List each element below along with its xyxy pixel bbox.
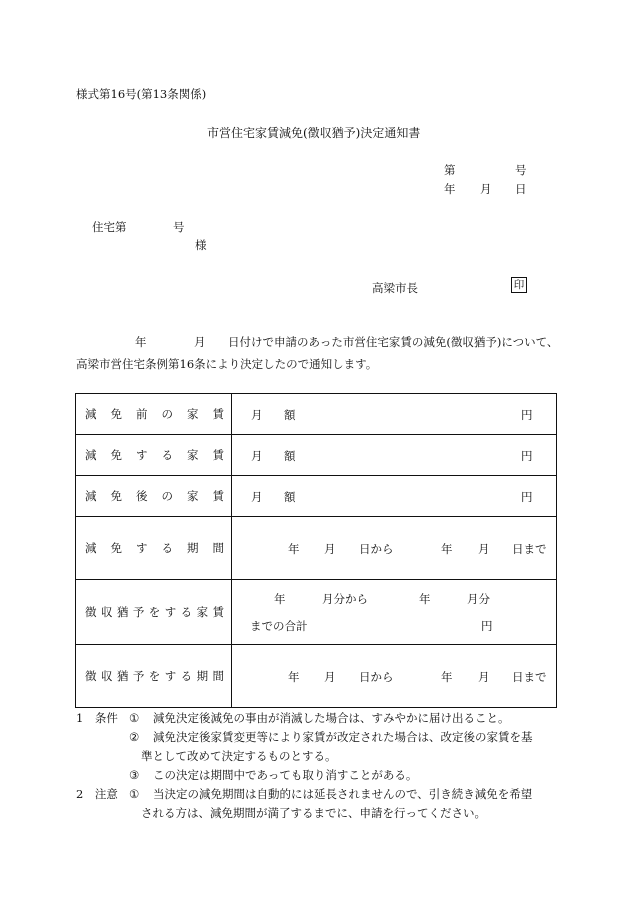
note-text: 減免決定後家賃変更等により家賃が改定された場合は、改定後の家賃を基: [153, 730, 533, 744]
from-year: 年: [288, 670, 300, 684]
to-month: 月: [478, 542, 490, 556]
label-char: 予: [132, 669, 145, 683]
address-suffix: 号: [173, 220, 185, 234]
recipient-honorific: 様: [195, 238, 207, 252]
table-row: [76, 435, 557, 476]
label-char: 免: [110, 489, 122, 503]
note-text-cont: 準として改めて決定するものとする。: [141, 749, 337, 763]
note-text: 減免決定後減免の事由が消滅した場合は、すみやかに届け出ること。: [153, 711, 510, 725]
row-label: [76, 604, 231, 620]
label-char: 減: [85, 541, 97, 555]
row-label-cell: [76, 645, 232, 708]
notice-body: [76, 331, 559, 375]
label-char: 免: [110, 448, 122, 462]
defer-from-year: 年: [274, 592, 286, 606]
date-year: 年: [444, 182, 456, 196]
note-text: 当決定の減免期間は自動的には延長されませんので、引き続き減免を希望: [153, 787, 533, 801]
yen-unit: 円: [521, 449, 533, 463]
issuer-title: 高梁市長: [372, 281, 418, 295]
decision-table: [75, 393, 557, 708]
from-day: 日から: [359, 542, 394, 556]
number-dai: 第: [444, 163, 456, 177]
label-char: 家: [187, 407, 199, 421]
form-number: 様式第16号(第13条関係): [76, 87, 207, 101]
note-mark: ①: [129, 787, 140, 801]
label-char: る: [161, 448, 173, 462]
label-char: 期: [196, 669, 209, 683]
recipient-address: [92, 219, 185, 235]
note-heading: 1 条件: [76, 711, 118, 725]
row-value-cell: [232, 517, 557, 580]
row-label-cell: [76, 517, 232, 580]
label-char: 前: [136, 407, 148, 421]
table-row: [76, 476, 557, 517]
total-label: までの合計: [250, 619, 308, 633]
label-char: 賃: [212, 448, 224, 462]
note-mark: ①: [129, 711, 140, 725]
to-day: 日まで: [512, 670, 547, 684]
yen-unit: 円: [521, 490, 533, 504]
row-value-cell: [232, 476, 557, 517]
row-label-cell: [76, 476, 232, 517]
label-char: 間: [212, 541, 224, 555]
label-char: 後: [136, 489, 148, 503]
label-char: 猶: [116, 605, 129, 619]
note-text: この決定は期間中であっても取り消すことがある。: [153, 768, 418, 782]
label-char: 予: [132, 605, 145, 619]
body-rest: 日付けで申請のあった市営住宅家賃の減免(徴収猶予)について、: [228, 335, 559, 349]
note-heading: 2 注意: [76, 787, 118, 801]
label-char: 徴: [85, 605, 97, 619]
table-row: [76, 517, 557, 580]
body-line-2: 高梁市営住宅条例第16条により決定したので通知します。: [76, 357, 378, 371]
amount-char: 額: [284, 408, 296, 422]
body-year: 年: [135, 335, 147, 349]
body-month: 月: [194, 335, 206, 349]
row-label: [76, 447, 231, 463]
to-year: 年: [441, 670, 453, 684]
label-char: 間: [212, 669, 224, 683]
monthly-char: 月: [251, 490, 263, 504]
row-label-cell: [76, 435, 232, 476]
table-row: [76, 580, 557, 645]
label-char: 減: [85, 407, 97, 421]
seal-mark: 印: [511, 277, 527, 293]
row-label-cell: [76, 394, 232, 435]
row-label: [76, 668, 231, 684]
table-row: [76, 394, 557, 435]
label-char: る: [161, 541, 173, 555]
label-char: 家: [187, 448, 199, 462]
row-label: [76, 488, 231, 504]
monthly-char: 月: [251, 408, 263, 422]
yen-unit: 円: [481, 619, 493, 633]
from-month: 月: [324, 670, 336, 684]
label-char: す: [136, 448, 148, 462]
row-value-cell: [232, 435, 557, 476]
monthly-char: 月: [251, 449, 263, 463]
label-char: の: [161, 407, 173, 421]
amount-char: 額: [284, 449, 296, 463]
document-title: 市営住宅家賃減免(徴収猶予)決定通知書: [207, 126, 421, 140]
note-mark: ②: [129, 730, 140, 744]
label-char: 減: [85, 448, 97, 462]
notes-conditions: [76, 709, 533, 823]
row-label: [76, 540, 231, 556]
amount-char: 額: [284, 490, 296, 504]
label-char: 家: [196, 605, 209, 619]
label-char: る: [180, 669, 193, 683]
label-char: 収: [100, 669, 113, 683]
to-day: 日まで: [512, 542, 547, 556]
row-label-cell: [76, 580, 232, 645]
label-char: 免: [110, 407, 122, 421]
from-day: 日から: [359, 670, 394, 684]
defer-from-month: 月分から: [322, 592, 368, 606]
document-number-line: [444, 162, 526, 178]
label-char: 家: [187, 489, 199, 503]
label-char: る: [180, 605, 193, 619]
row-value-cell: [232, 645, 557, 708]
label-char: 徴: [85, 669, 97, 683]
label-char: 免: [110, 541, 122, 555]
label-char: を: [148, 669, 161, 683]
defer-to-month: 月分: [467, 592, 490, 606]
defer-to-year: 年: [419, 592, 431, 606]
row-label: [76, 406, 231, 422]
label-char: 減: [85, 489, 97, 503]
yen-unit: 円: [521, 408, 533, 422]
address-prefix: 住宅第: [92, 220, 127, 234]
label-char: す: [136, 541, 148, 555]
label-char: 収: [100, 605, 113, 619]
number-go: 号: [515, 163, 527, 177]
to-year: 年: [441, 542, 453, 556]
label-char: 猶: [116, 669, 129, 683]
date-day: 日: [515, 182, 527, 196]
table-row: [76, 645, 557, 708]
date-month: 月: [480, 182, 492, 196]
to-month: 月: [478, 670, 490, 684]
body-line-1: [76, 331, 559, 353]
label-char: 賃: [212, 605, 224, 619]
row-value-cell: [232, 580, 557, 645]
label-char: す: [164, 669, 177, 683]
from-month: 月: [324, 542, 336, 556]
label-char: 賃: [212, 489, 224, 503]
note-text-cont: される方は、減免期間が満了するまでに、申請を行ってください。: [141, 806, 486, 820]
row-value-cell: [232, 394, 557, 435]
label-char: す: [164, 605, 177, 619]
label-char: の: [161, 489, 173, 503]
note-mark: ③: [129, 768, 140, 782]
label-char: 期: [187, 541, 199, 555]
from-year: 年: [288, 542, 300, 556]
label-char: を: [148, 605, 161, 619]
label-char: 賃: [212, 407, 224, 421]
issue-date-line: [444, 181, 526, 197]
